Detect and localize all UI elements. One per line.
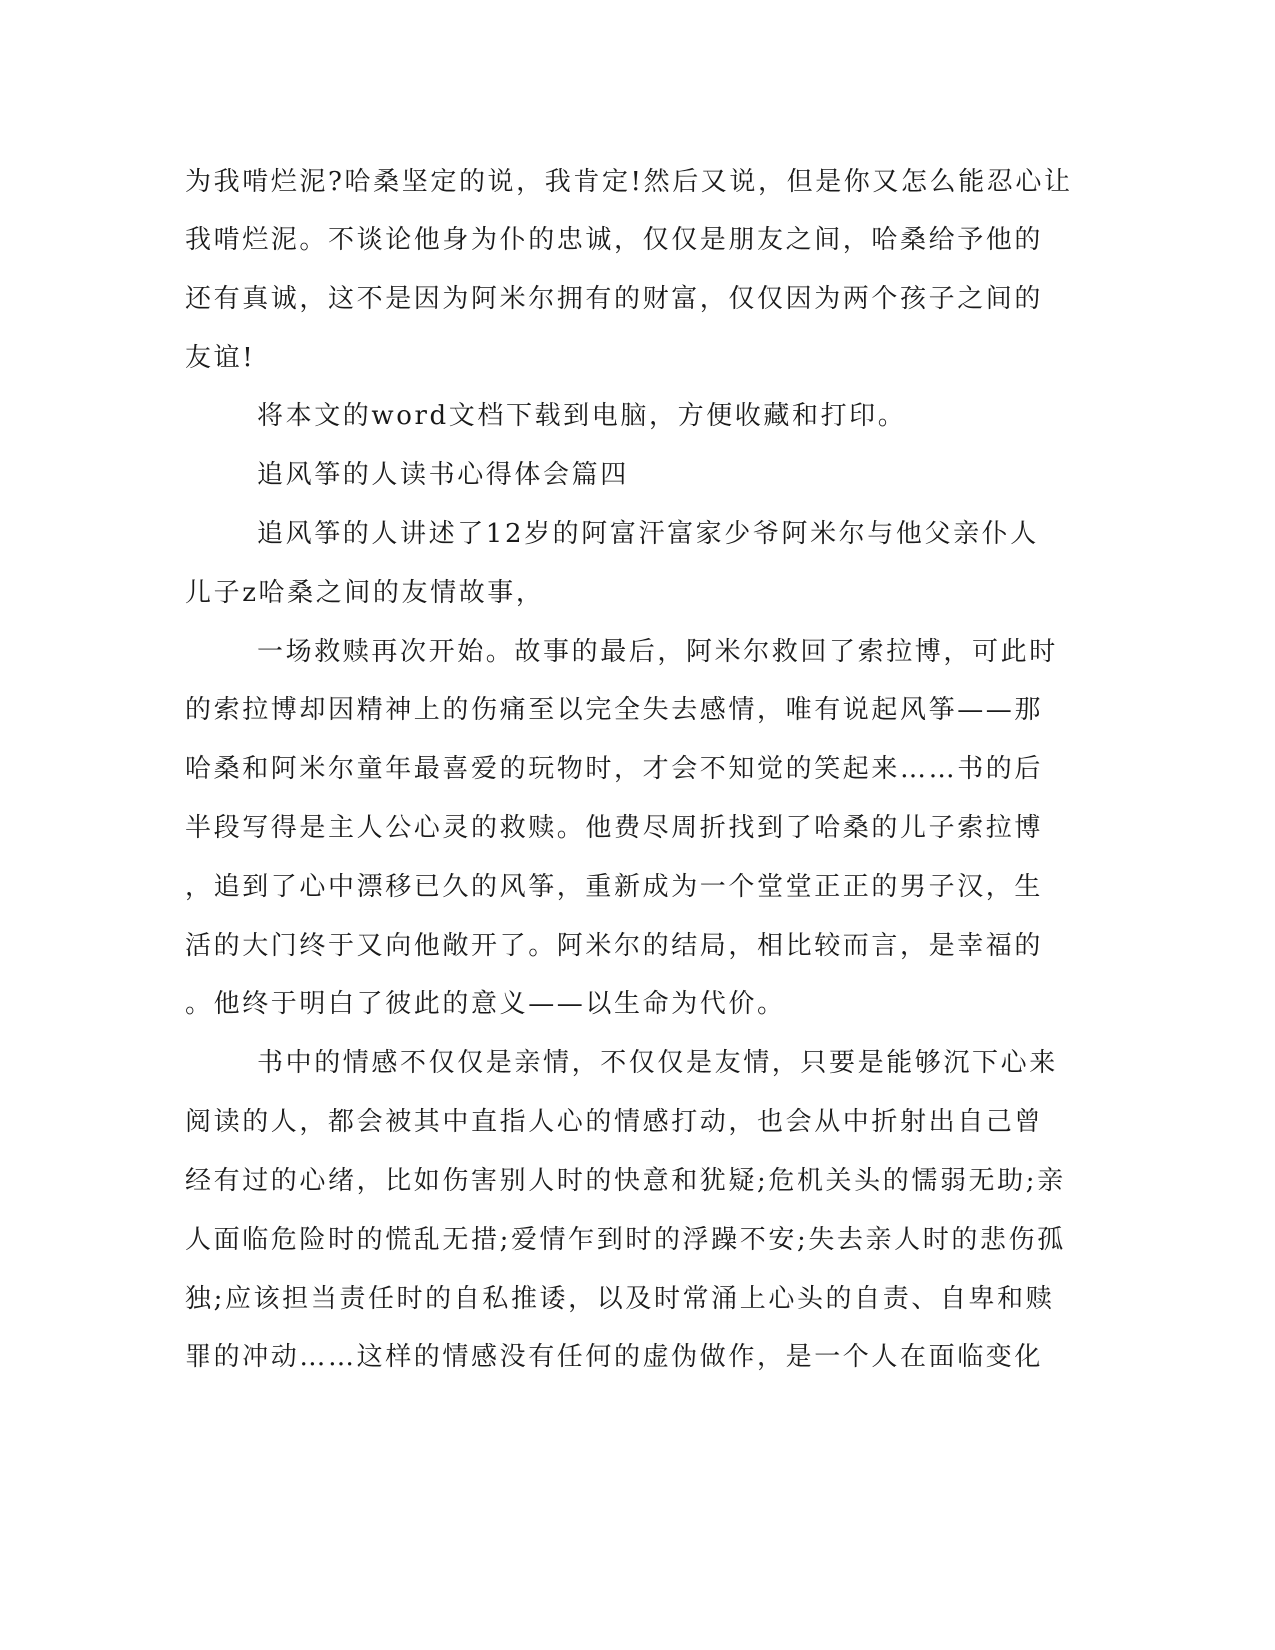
- section-heading: 追风筝的人读书心得体会篇四: [257, 460, 629, 490]
- download-note: 将本文的word文档下载到电脑，方便收藏和打印。: [257, 401, 907, 431]
- paragraph-4-line-1: 书中的情感不仅仅是亲情，不仅仅是友情，只要是能够沉下心来: [257, 1048, 1058, 1078]
- paragraph-1-line-2: 我啃烂泥。不谈论他身为仆的忠诚，仅仅是朋友之间，哈桑给予他的: [185, 225, 1044, 255]
- paragraph-3-line-7: 。他终于明白了彼此的意义——以生命为代价。: [185, 989, 786, 1019]
- paragraph-4-line-6: 罪的冲动……这样的情感没有任何的虚伪做作，是一个人在面临变化: [185, 1342, 1044, 1372]
- paragraph-4-line-5: 独;应该担当责任时的自私推诿，以及时常涌上心头的自责、自卑和赎: [185, 1284, 1055, 1314]
- paragraph-3-line-3: 哈桑和阿米尔童年最喜爱的玩物时，才会不知觉的笑起来……书的后: [185, 754, 1044, 784]
- paragraph-3-line-2: 的索拉博却因精神上的伤痛至以完全失去感情，唯有说起风筝——那: [185, 695, 1044, 725]
- paragraph-1-line-4: 友谊!: [185, 343, 256, 373]
- paragraph-1-line-3: 还有真诚，这不是因为阿米尔拥有的财富，仅仅因为两个孩子之间的: [185, 284, 1044, 314]
- paragraph-3-line-1: 一场救赎再次开始。故事的最后，阿米尔救回了索拉博，可此时: [257, 637, 1058, 667]
- paragraph-4-line-2: 阅读的人，都会被其中直指人心的情感打动，也会从中折射出自己曾: [185, 1107, 1044, 1137]
- paragraph-4-line-4: 人面临危险时的慌乱无措;爱情乍到时的浮躁不安;失去亲人时的悲伤孤: [185, 1225, 1066, 1255]
- paragraph-4-line-3: 经有过的心绪，比如伤害别人时的快意和犹疑;危机关头的懦弱无助;亲: [185, 1166, 1066, 1196]
- paragraph-2-line-2: 儿子z哈桑之间的友情故事，: [185, 578, 545, 608]
- paragraph-3-line-5: ，追到了心中漂移已久的风筝，重新成为一个堂堂正正的男子汉，生: [185, 872, 1044, 902]
- paragraph-3-line-6: 活的大门终于又向他敞开了。阿米尔的结局，相比较而言，是幸福的: [185, 931, 1044, 961]
- paragraph-2-line-1: 追风筝的人讲述了12岁的阿富汗富家少爷阿米尔与他父亲仆人: [257, 519, 1039, 549]
- paragraph-3-line-4: 半段写得是主人公心灵的救赎。他费尽周折找到了哈桑的儿子索拉博: [185, 813, 1044, 843]
- paragraph-1-line-1: 为我啃烂泥?哈桑坚定的说，我肯定!然后又说，但是你又怎么能忍心让: [185, 167, 1073, 197]
